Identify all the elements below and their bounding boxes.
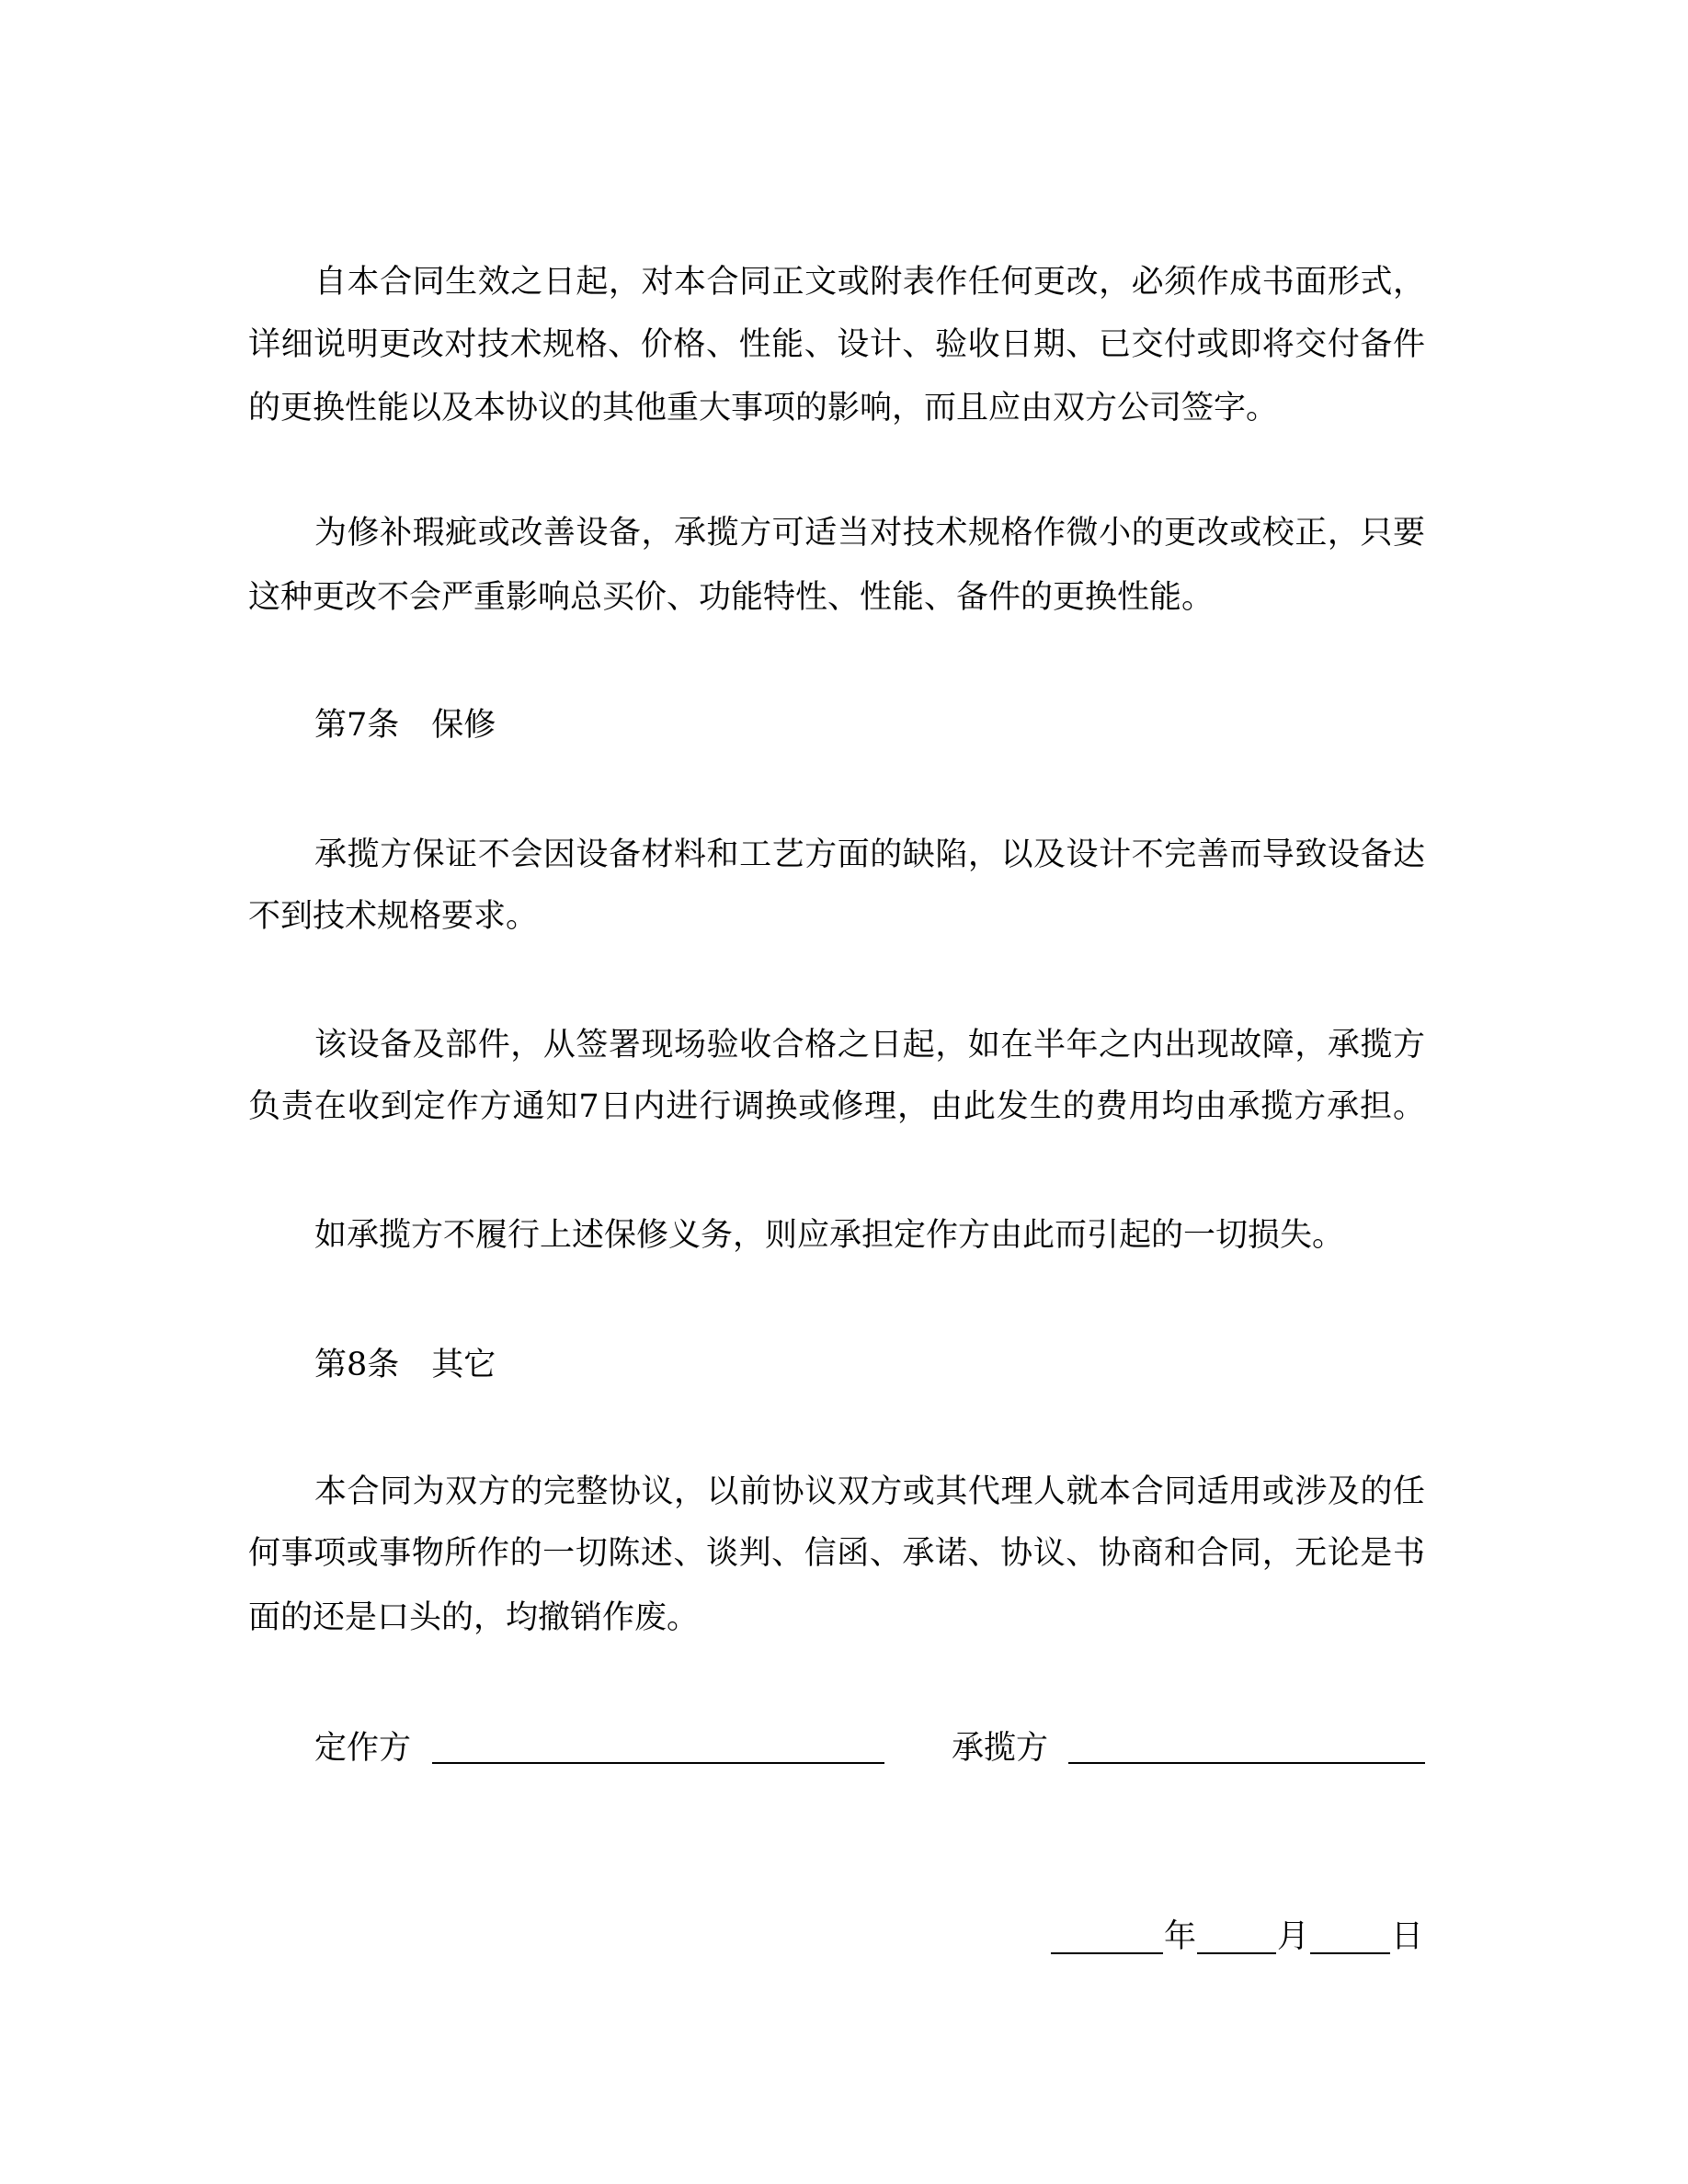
section-heading: 第7条 保修 [314, 707, 496, 744]
paragraph-line: 这种更改不会严重影响总买价、功能特性、性能、备件的更换性能。 [248, 579, 1215, 616]
paragraph-line: 如承揽方不履行上述保修义务，则应承担定作方由此而引起的一切损失。 [314, 1217, 1345, 1254]
day-blank [1310, 1952, 1390, 1954]
paragraph-line: 详细说明更改对技术规格、价格、性能、设计、验收日期、已交付或即将交付备件 [248, 326, 1425, 363]
month-label: 月 [1277, 1918, 1310, 1955]
paragraph-line: 该设备及部件，从签署现场验收合格之日起，如在半年之内出现故障，承揽方 [314, 1027, 1425, 1064]
paragraph-line: 承揽方保证不会因设备材料和工艺方面的缺陷，以及设计不完善而导致设备达 [314, 836, 1425, 873]
paragraph-line: 为修补瑕疵或改善设备，承揽方可适当对技术规格作微小的更改或校正，只要 [314, 515, 1425, 552]
paragraph-line: 面的还是口头的，均撤销作废。 [248, 1599, 700, 1636]
year-label: 年 [1164, 1918, 1197, 1955]
paragraph-line: 负责在收到定作方通知7日内进行调换或修理，由此发生的费用均由承揽方承担。 [248, 1088, 1425, 1125]
paragraph-line: 何事项或事物所作的一切陈述、谈判、信函、承诺、协议、协商和合同，无论是书 [248, 1535, 1425, 1572]
party-b-signature-line [1068, 1762, 1425, 1764]
party-a-label: 定作方 [314, 1730, 412, 1767]
month-blank [1197, 1952, 1276, 1954]
paragraph-line: 自本合同生效之日起，对本合同正文或附表作任何更改，必须作成书面形式， [314, 264, 1425, 301]
section-heading: 第8条 其它 [314, 1347, 496, 1383]
party-a-signature-line [432, 1762, 884, 1764]
paragraph-line: 本合同为双方的完整协议，以前协议双方或其代理人就本合同适用或涉及的任 [314, 1473, 1425, 1510]
paragraph-line: 的更换性能以及本协议的其他重大事项的影响，而且应由双方公司签字。 [248, 390, 1279, 427]
paragraph-line: 不到技术规格要求。 [248, 898, 539, 935]
day-label: 日 [1391, 1918, 1424, 1955]
year-blank [1051, 1952, 1163, 1954]
party-b-label: 承揽方 [952, 1730, 1049, 1767]
